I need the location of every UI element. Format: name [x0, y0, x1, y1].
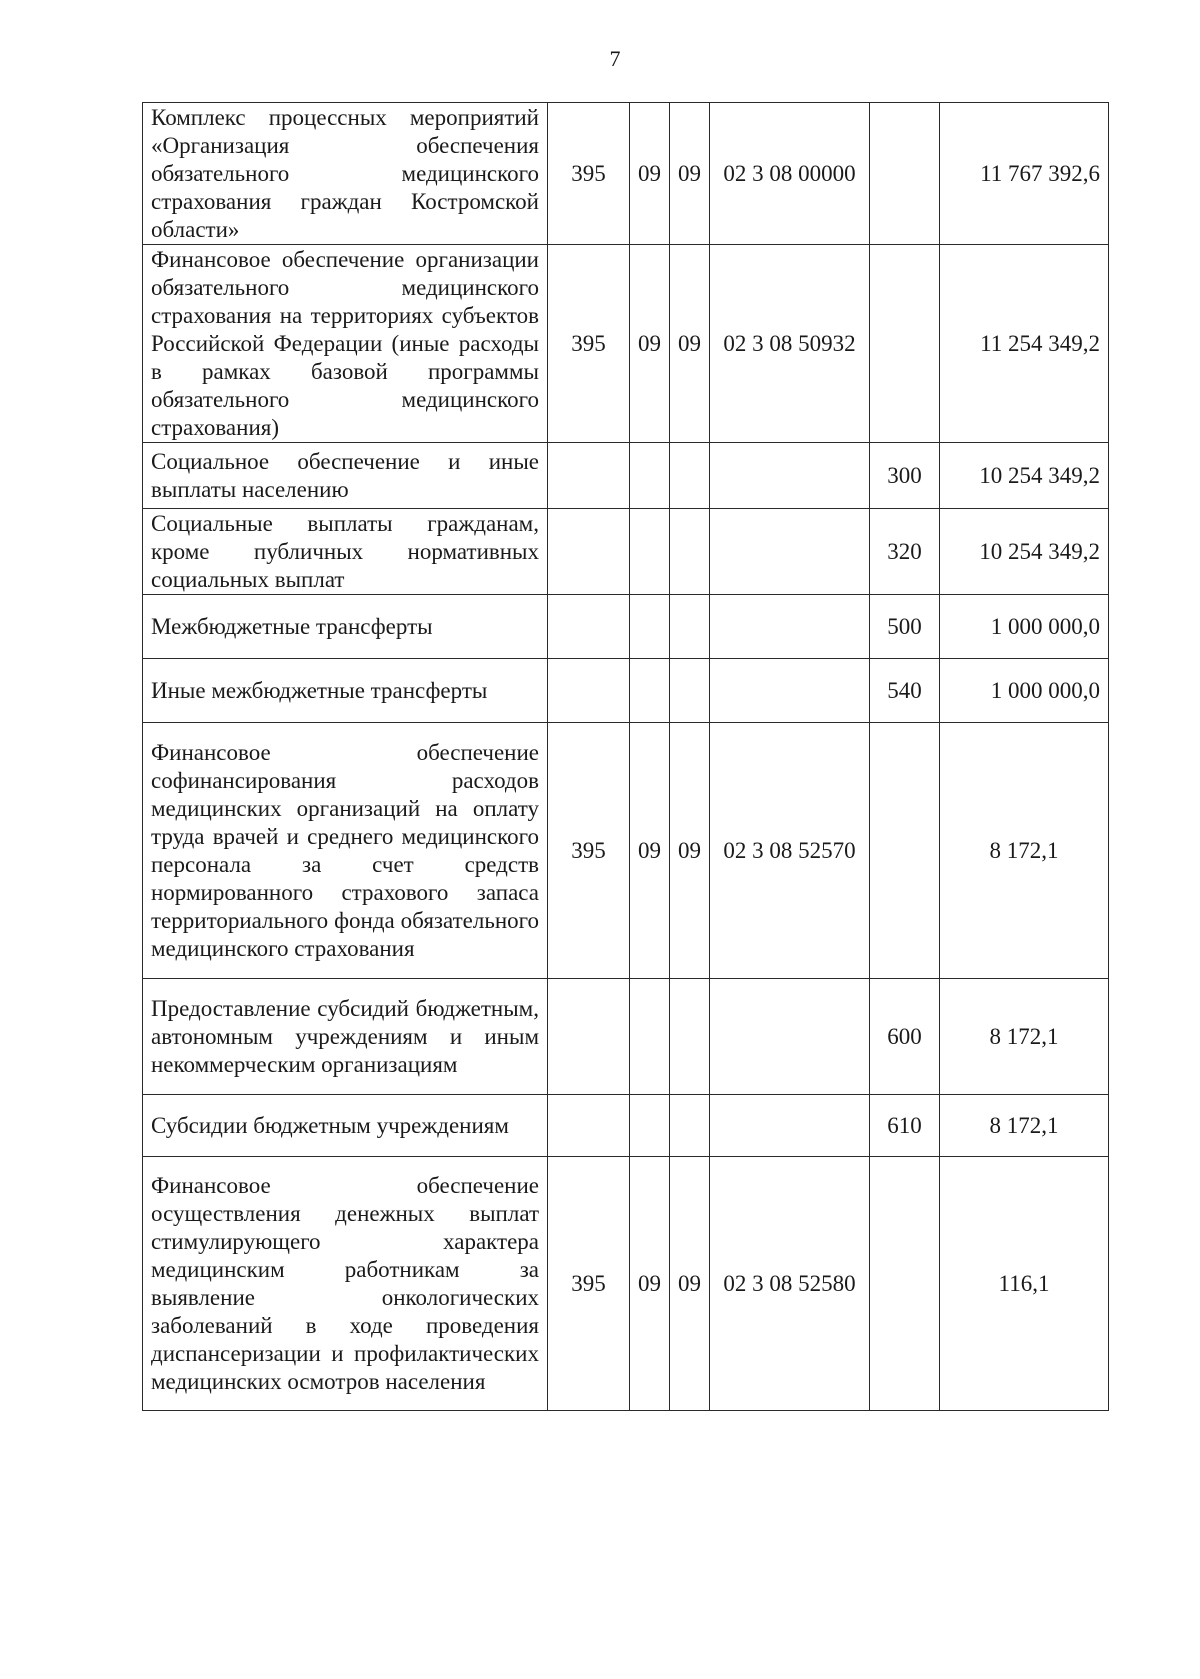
row-pr — [670, 443, 710, 509]
row-grbs — [548, 443, 630, 509]
row-vr: 500 — [870, 595, 940, 659]
budget-table — [142, 102, 1109, 1411]
row-grbs — [548, 659, 630, 723]
table-row — [143, 245, 1109, 443]
row-rz: 09 — [630, 245, 670, 443]
row-vr — [870, 723, 940, 979]
row-grbs — [548, 979, 630, 1095]
row-sum: 116,1 — [940, 1157, 1109, 1411]
row-csr — [710, 443, 870, 509]
row-rz — [630, 509, 670, 595]
row-rz: 09 — [630, 1157, 670, 1411]
row-vr: 320 — [870, 509, 940, 595]
row-grbs: 395 — [548, 1157, 630, 1411]
row-grbs — [548, 1095, 630, 1157]
row-sum: 8 172,1 — [940, 979, 1109, 1095]
row-pr — [670, 595, 710, 659]
row-csr — [710, 659, 870, 723]
row-sum: 1 000 000,0 — [940, 659, 1109, 723]
row-csr — [710, 979, 870, 1095]
row-rz: 09 — [630, 103, 670, 245]
row-sum: 10 254 349,2 — [940, 509, 1109, 595]
row-csr: 02 3 08 50932 — [710, 245, 870, 443]
row-vr: 610 — [870, 1095, 940, 1157]
row-name: Социальное обеспечение и иные выплаты населению — [143, 443, 548, 509]
row-name: Социальные выплаты гражданам, кроме публичных нормативных социальных выплат — [143, 509, 548, 595]
row-pr — [670, 1095, 710, 1157]
row-csr: 02 3 08 00000 — [710, 103, 870, 245]
row-grbs: 395 — [548, 103, 630, 245]
row-rz — [630, 659, 670, 723]
row-rz — [630, 1095, 670, 1157]
row-vr: 600 — [870, 979, 940, 1095]
row-sum: 8 172,1 — [940, 723, 1109, 979]
row-csr: 02 3 08 52570 — [710, 723, 870, 979]
row-name: Комплекс процессных мероприятий «Организация обеспечения обязательного медицинского страхования граждан Костромской области» — [143, 103, 548, 245]
row-rz — [630, 979, 670, 1095]
row-vr — [870, 1157, 940, 1411]
table-row — [143, 979, 1109, 1095]
row-grbs: 395 — [548, 723, 630, 979]
table-row — [143, 659, 1109, 723]
row-pr: 09 — [670, 1157, 710, 1411]
row-pr: 09 — [670, 245, 710, 443]
row-vr: 300 — [870, 443, 940, 509]
table-row — [143, 1095, 1109, 1157]
row-sum: 11 767 392,6 — [940, 103, 1109, 245]
row-name: Субсидии бюджетным учреждениям — [143, 1095, 548, 1157]
row-csr — [710, 1095, 870, 1157]
row-rz — [630, 443, 670, 509]
row-pr: 09 — [670, 723, 710, 979]
row-sum: 1 000 000,0 — [940, 595, 1109, 659]
row-pr — [670, 509, 710, 595]
row-vr — [870, 245, 940, 443]
row-sum: 10 254 349,2 — [940, 443, 1109, 509]
page-number: 7 — [609, 46, 621, 71]
table-row — [143, 1157, 1109, 1411]
row-grbs — [548, 595, 630, 659]
row-rz — [630, 595, 670, 659]
table-row — [143, 443, 1109, 509]
row-sum: 11 254 349,2 — [940, 245, 1109, 443]
table-row — [143, 595, 1109, 659]
row-pr: 09 — [670, 103, 710, 245]
row-csr — [710, 509, 870, 595]
row-name: Предоставление субсидий бюджетным, автономным учреждениям и иным некоммерческим организациям — [143, 979, 548, 1095]
row-vr — [870, 103, 940, 245]
row-csr — [710, 595, 870, 659]
table-row — [143, 723, 1109, 979]
table-row — [143, 509, 1109, 595]
row-csr: 02 3 08 52580 — [710, 1157, 870, 1411]
row-pr — [670, 979, 710, 1095]
row-name: Финансовое обеспечение осуществления денежных выплат стимулирующего характера медицинским работникам за выявление онкологических заболеваний в ходе проведения диспансеризации и профилактических медицинских осмотров населения — [143, 1157, 548, 1411]
row-grbs — [548, 509, 630, 595]
table-row — [143, 103, 1109, 245]
row-vr: 540 — [870, 659, 940, 723]
row-name: Финансовое обеспечение софинансирования расходов медицинских организаций на оплату труда врачей и среднего медицинского персонала за счет средств нормированного страхового запаса территориального фонда обязательного медицинского страхования — [143, 723, 548, 979]
row-name: Иные межбюджетные трансферты — [143, 659, 548, 723]
row-grbs: 395 — [548, 245, 630, 443]
row-rz: 09 — [630, 723, 670, 979]
row-sum: 8 172,1 — [940, 1095, 1109, 1157]
row-name: Финансовое обеспечение организации обязательного медицинского страхования на территориях субъектов Российской Федерации (иные расходы в рамках базовой программы обязательного медицинского страхования) — [143, 245, 548, 443]
row-name: Межбюджетные трансферты — [143, 595, 548, 659]
row-pr — [670, 659, 710, 723]
